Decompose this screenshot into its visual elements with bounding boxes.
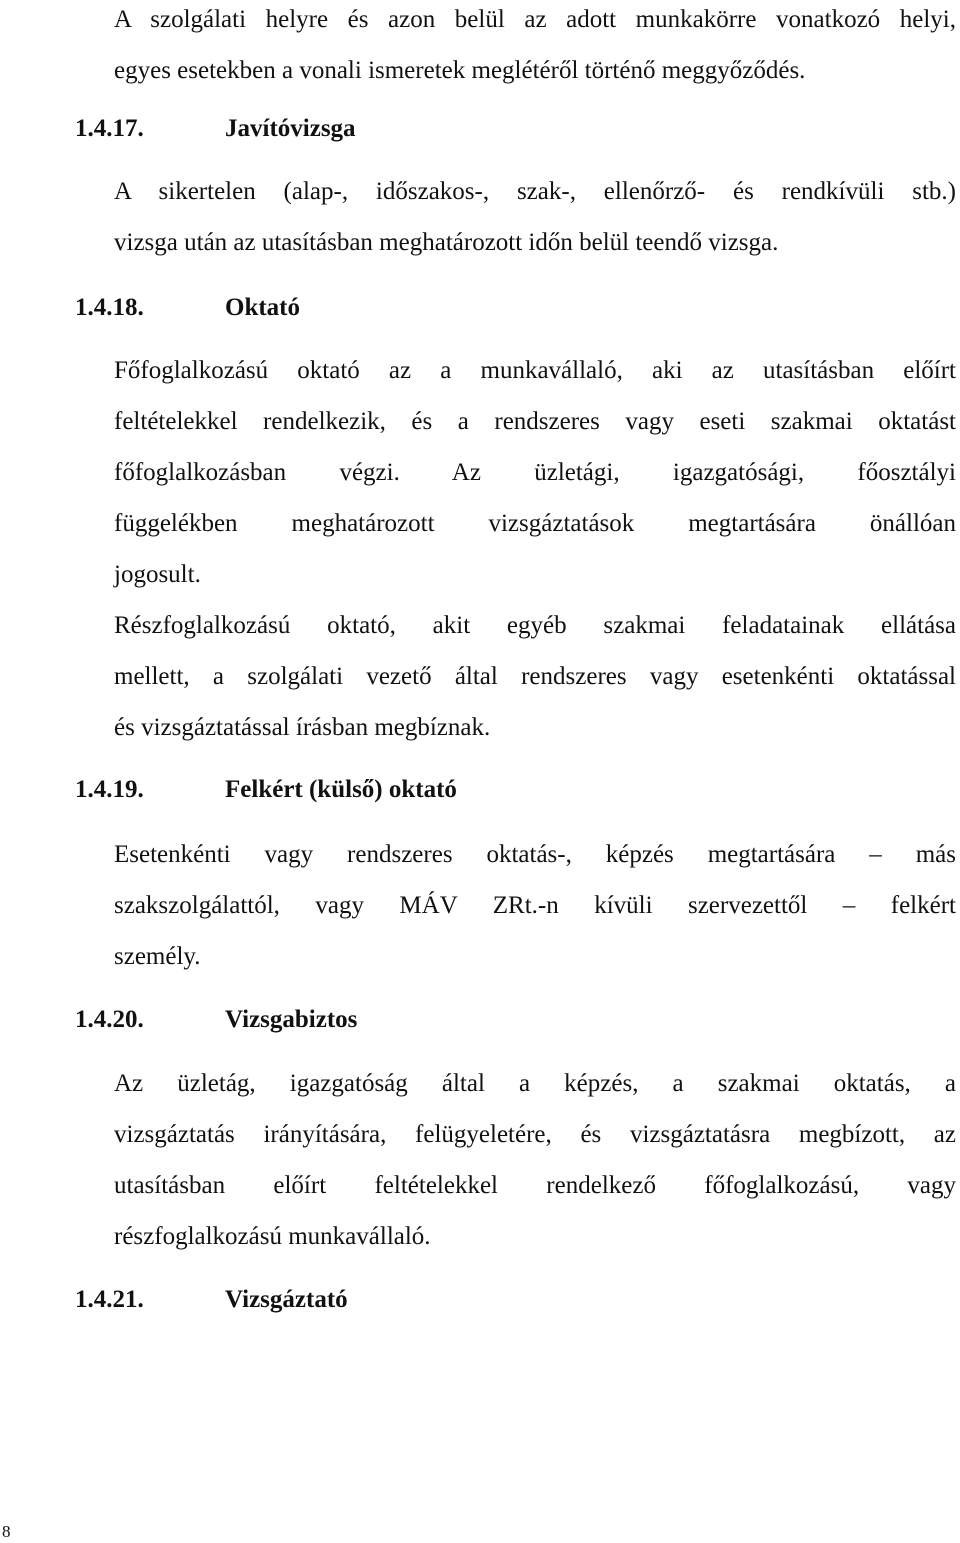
section-number: 1.4.20. xyxy=(75,1006,144,1033)
section-1-4-19-body xyxy=(114,829,956,982)
page-number: 8 xyxy=(2,1522,11,1541)
section-1-4-17-body xyxy=(114,166,956,268)
text-line: A szolgálati helyre és azon belül az adott munkakörre vonatkozó helyi, xyxy=(114,6,956,33)
section-number: 1.4.19. xyxy=(75,776,144,803)
text-line: főfoglalkozásban végzi. Az üzletági, igazgatósági, főosztályi xyxy=(114,459,956,486)
text-line: vizsgáztatás irányítására, felügyeletére, és vizsgáztatásra megbízott, az xyxy=(114,1121,956,1148)
section-1-4-18-paragraph-2 xyxy=(114,600,956,753)
text-line: Esetenkénti vagy rendszeres oktatás-, képzés megtartására – más xyxy=(114,841,956,868)
text-line: Részfoglalkozású oktató, akit egyéb szakmai feladatainak ellátása xyxy=(114,612,956,639)
text-line: szakszolgálattól, vagy MÁV ZRt.-n kívüli szervezettől – felkért xyxy=(114,892,956,919)
text-line: utasításban előírt feltételekkel rendelkező főfoglalkozású, vagy xyxy=(114,1172,956,1199)
text-line: függelékben meghatározott vizsgáztatások megtartására önállóan xyxy=(114,510,956,537)
text-line: Az üzletág, igazgatóság által a képzés, a szakmai oktatás, a xyxy=(114,1070,956,1097)
section-title: Felkért (külső) oktató xyxy=(225,776,457,803)
section-number: 1.4.21. xyxy=(75,1286,144,1313)
section-heading-1-4-21 xyxy=(75,1280,348,1320)
text-line: és vizsgáztatással írásban megbíznak. xyxy=(114,714,491,741)
section-1-4-18-paragraph-1 xyxy=(114,345,956,600)
text-line: A sikertelen (alap-, időszakos-, szak-, ellenőrző- és rendkívüli stb.) xyxy=(114,178,956,205)
section-title: Oktató xyxy=(225,294,300,321)
section-number: 1.4.18. xyxy=(75,294,144,321)
section-title: Javítóvizsga xyxy=(225,115,356,142)
text-line: egyes esetekben a vonali ismeretek meglétéről történő meggyőződés. xyxy=(114,57,806,84)
section-1-4-20-body xyxy=(114,1058,956,1262)
text-line: vizsga után az utasításban meghatározott időn belül teendő vizsga. xyxy=(114,229,779,256)
text-line: részfoglalkozású munkavállaló. xyxy=(114,1223,431,1250)
text-line: feltételekkel rendelkezik, és a rendszeres vagy eseti szakmai oktatást xyxy=(114,408,956,435)
text-line: Főfoglalkozású oktató az a munkavállaló, aki az utasításban előírt xyxy=(114,357,956,384)
text-line: mellett, a szolgálati vezető által rendszeres vagy esetenkénti oktatással xyxy=(114,663,956,690)
text-line: jogosult. xyxy=(114,561,201,588)
text-line: személy. xyxy=(114,943,201,970)
section-heading-1-4-20 xyxy=(75,1000,357,1040)
section-heading-1-4-19 xyxy=(75,770,457,810)
intro-paragraph xyxy=(114,0,956,96)
section-heading-1-4-17 xyxy=(75,109,356,149)
section-title: Vizsgáztató xyxy=(225,1286,348,1313)
section-number: 1.4.17. xyxy=(75,115,144,142)
section-title: Vizsgabiztos xyxy=(225,1006,358,1033)
section-heading-1-4-18 xyxy=(75,288,300,328)
